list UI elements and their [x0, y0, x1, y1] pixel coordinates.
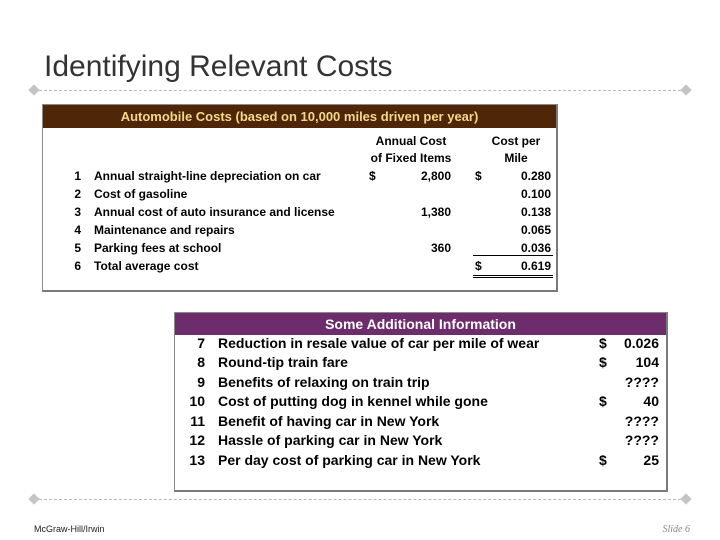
fixed-cost-value: 2,800: [420, 169, 451, 183]
automobile-costs-header: Automobile Costs (based on 10,000 miles driven per year): [43, 105, 556, 128]
additional-information-table: [174, 312, 668, 492]
row-number: 8: [197, 354, 205, 370]
row-number: 7: [197, 335, 205, 351]
divider-diamond-icon: [28, 493, 39, 504]
slide-number: Slide 6: [662, 524, 690, 535]
row-number: 10: [189, 393, 205, 409]
row-number: 12: [189, 432, 205, 448]
table-row: [43, 221, 559, 239]
row-description: Total average cost: [94, 259, 199, 273]
fixed-cost-column-header: [361, 133, 461, 167]
fixed-dollar-sign: $: [369, 169, 376, 183]
table-row: [175, 451, 669, 470]
row-value: 104: [635, 354, 659, 370]
table-row: [175, 334, 669, 353]
row-number: 5: [74, 241, 81, 255]
fixed-cost-header-line-1: Annual Cost: [375, 134, 447, 148]
row-number: 1: [74, 169, 81, 183]
row-value: ????: [624, 432, 659, 448]
row-description: Round-tip train fare: [218, 354, 348, 370]
row-description: Hassle of parking car in New York: [218, 432, 443, 448]
per-mile-value: 0.280: [520, 169, 551, 183]
row-number: 13: [189, 452, 205, 468]
top-divider: [34, 90, 686, 91]
row-number: 6: [74, 259, 81, 273]
divider-diamond-icon: [680, 84, 691, 95]
fixed-cost-header-line-2: of Fixed Items: [370, 151, 452, 165]
per-mile-header-line-2: Mile: [504, 151, 528, 165]
per-mile-value: 0.100: [520, 187, 551, 201]
bottom-divider: [34, 499, 686, 500]
dollar-sign: $: [599, 354, 607, 370]
total-rule-top: [473, 255, 553, 256]
row-description: Cost of gasoline: [94, 187, 188, 201]
per-mile-value: 0.619: [520, 259, 551, 273]
row-number: 2: [74, 187, 81, 201]
table-row: [175, 373, 669, 392]
fixed-cost-value: 1,380: [420, 205, 451, 219]
additional-information-header: Some Additional Information: [175, 313, 666, 335]
per-mile-value: 0.138: [520, 205, 551, 219]
row-description: Parking fees at school: [94, 241, 222, 255]
table-row: [43, 185, 559, 203]
divider-diamond-icon: [28, 84, 39, 95]
row-value: ????: [624, 374, 659, 390]
dollar-sign: $: [599, 335, 607, 351]
table-row: [175, 353, 669, 372]
table-row: [175, 412, 669, 431]
per-mile-header-line-1: Cost per: [491, 134, 541, 148]
automobile-costs-table: [42, 104, 558, 292]
table-row: [43, 203, 559, 221]
row-description: Annual cost of auto insurance and license: [94, 205, 335, 219]
row-description: Per day cost of parking car in New York: [218, 452, 481, 468]
row-description: Reduction in resale value of car per mile of wear: [218, 335, 540, 351]
dollar-sign: $: [599, 393, 607, 409]
dollar-sign: $: [599, 452, 607, 468]
per-mile-value: 0.036: [520, 241, 551, 255]
row-number: 11: [190, 413, 205, 429]
row-value: 25: [643, 452, 659, 468]
row-description: Maintenance and repairs: [94, 223, 235, 237]
fixed-cost-value: 360: [430, 241, 451, 255]
per-mile-value: 0.065: [520, 223, 551, 237]
row-description: Annual straight-line depreciation on car: [94, 169, 321, 183]
slide-title: Identifying Relevant Costs: [44, 50, 393, 83]
total-rule-double: [473, 277, 553, 278]
row-number: 9: [197, 374, 205, 390]
table-row: [43, 257, 559, 275]
mile-dollar-sign: $: [475, 169, 482, 183]
row-number: 4: [74, 223, 81, 237]
row-value: ????: [624, 413, 659, 429]
row-value: 0.026: [623, 335, 659, 351]
row-description: Cost of putting dog in kennel while gone: [218, 393, 488, 409]
row-value: 40: [643, 393, 659, 409]
row-number: 3: [74, 205, 81, 219]
table-row: [175, 392, 669, 411]
mile-dollar-sign: $: [475, 259, 482, 273]
row-description: Benefit of having car in New York: [218, 413, 440, 429]
total-rule-bottom: [473, 275, 553, 276]
publisher-footer: McGraw-Hill/Irwin: [34, 524, 105, 534]
row-description: Benefits of relaxing on train trip: [218, 374, 430, 390]
divider-diamond-icon: [680, 493, 691, 504]
table-row: [175, 431, 669, 450]
per-mile-column-header: [471, 133, 561, 167]
table-row: [43, 167, 559, 185]
